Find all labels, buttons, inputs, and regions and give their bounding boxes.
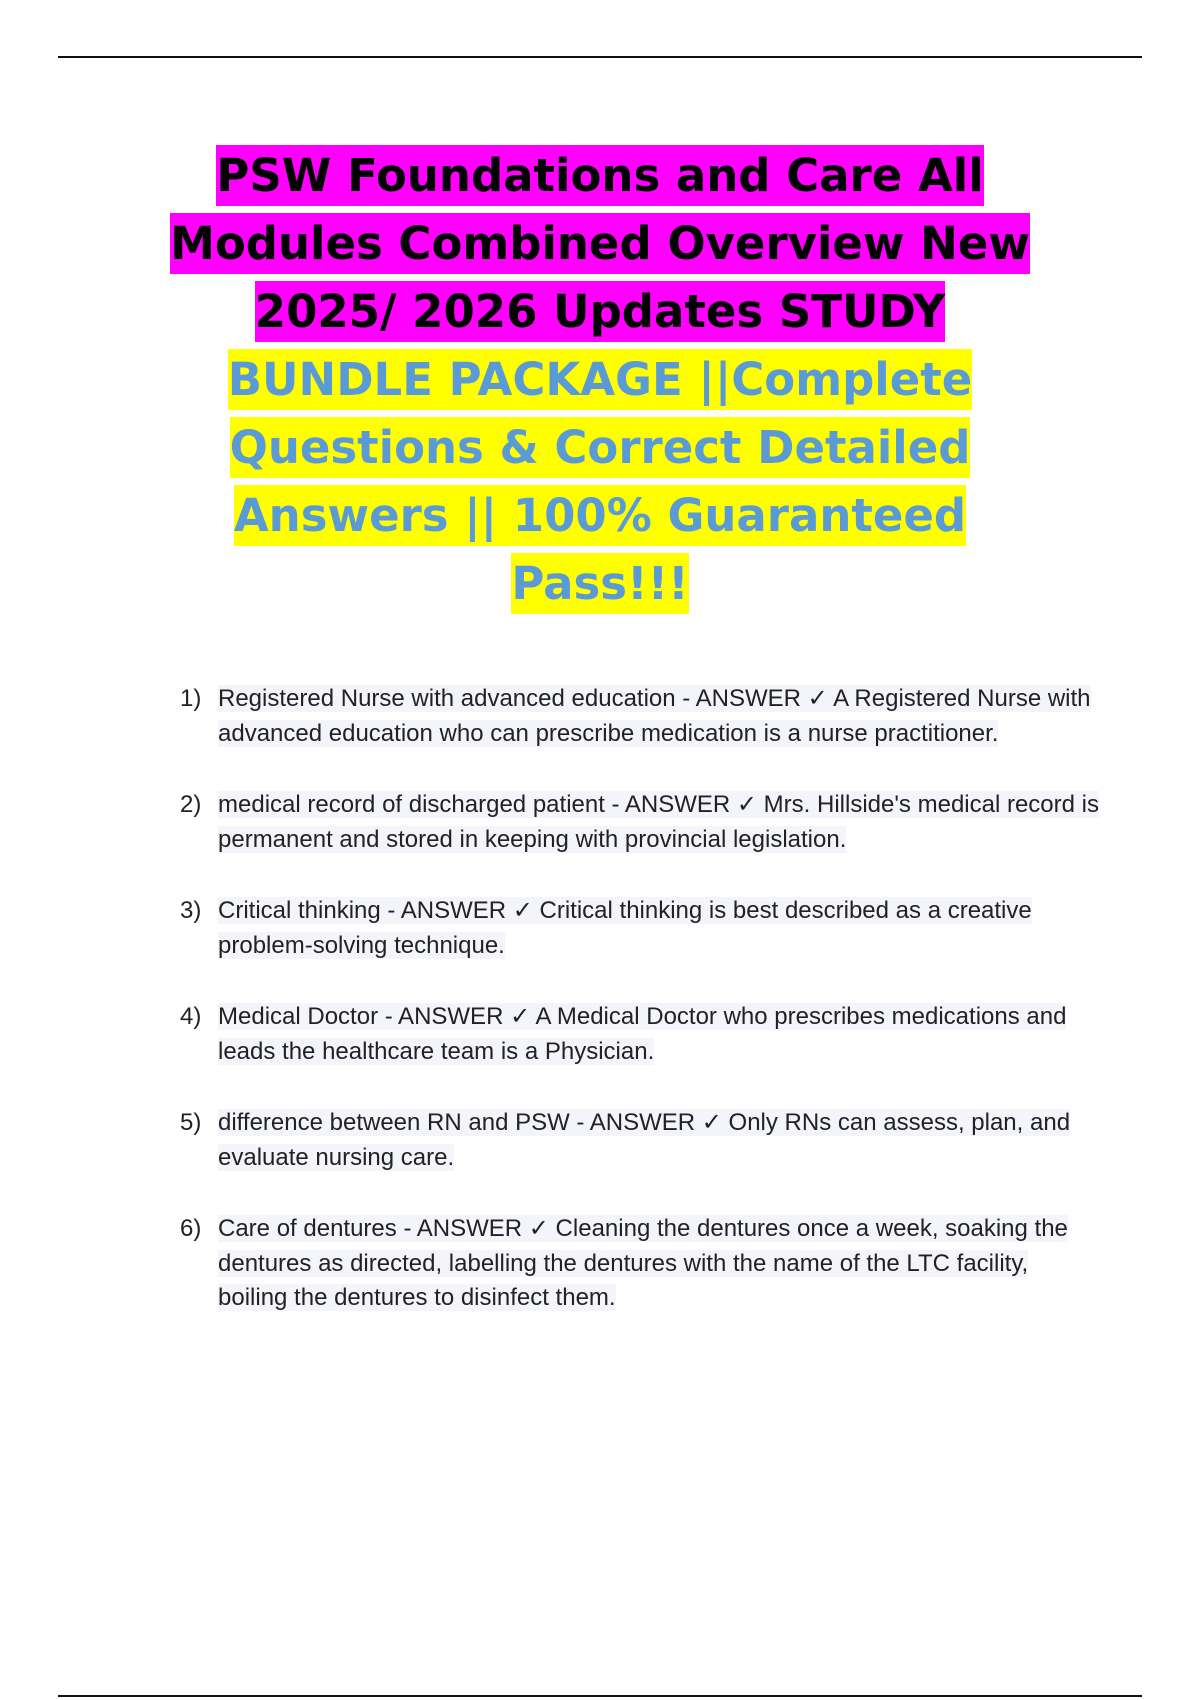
- item-text: medical record of discharged patient - ANSWER ✓ Mrs. Hillside's medical record is permanent and stored in keeping with provincial legislation.: [218, 791, 1099, 853]
- header-rule: [58, 56, 1142, 58]
- item-number: 3): [180, 897, 202, 924]
- item-number: 1): [180, 685, 202, 712]
- item-number: 6): [180, 1215, 202, 1242]
- item-number: 2): [180, 791, 202, 818]
- list-item: [180, 788, 1100, 857]
- list-item: [180, 1212, 1100, 1316]
- footer-rule: [58, 1695, 1142, 1697]
- title-magenta-part: PSW Foundations and Care All Modules Combined Overview New 2025/ 2026 Updates STUDY: [170, 145, 1030, 342]
- item-text: Registered Nurse with advanced education - ANSWER ✓ A Registered Nurse with advanced education who can prescribe medication is a nurse practitioner.: [218, 685, 1091, 747]
- item-text: Care of dentures - ANSWER ✓ Cleaning the dentures once a week, soaking the dentures as directed, labelling the dentures with the name of the LTC facility, boiling the dentures to disinfect them.: [218, 1215, 1068, 1311]
- list-item: [180, 1106, 1100, 1175]
- item-text: Critical thinking - ANSWER ✓ Critical thinking is best described as a creative problem-solving technique.: [218, 897, 1032, 959]
- qa-list: [180, 682, 1100, 1353]
- document-title: [150, 142, 1050, 618]
- list-item: [180, 894, 1100, 963]
- item-number: 4): [180, 1003, 202, 1030]
- item-text: Medical Doctor - ANSWER ✓ A Medical Doctor who prescribes medications and leads the healthcare team is a Physician.: [218, 1003, 1067, 1065]
- item-text: difference between RN and PSW - ANSWER ✓ Only RNs can assess, plan, and evaluate nursing care.: [218, 1109, 1071, 1171]
- list-item: [180, 1000, 1100, 1069]
- item-number: 5): [180, 1109, 202, 1136]
- list-item: [180, 682, 1100, 751]
- title-yellow-part: BUNDLE PACKAGE ||Complete Questions & Correct Detailed Answers || 100% Guaranteed Pass!!!: [228, 349, 973, 614]
